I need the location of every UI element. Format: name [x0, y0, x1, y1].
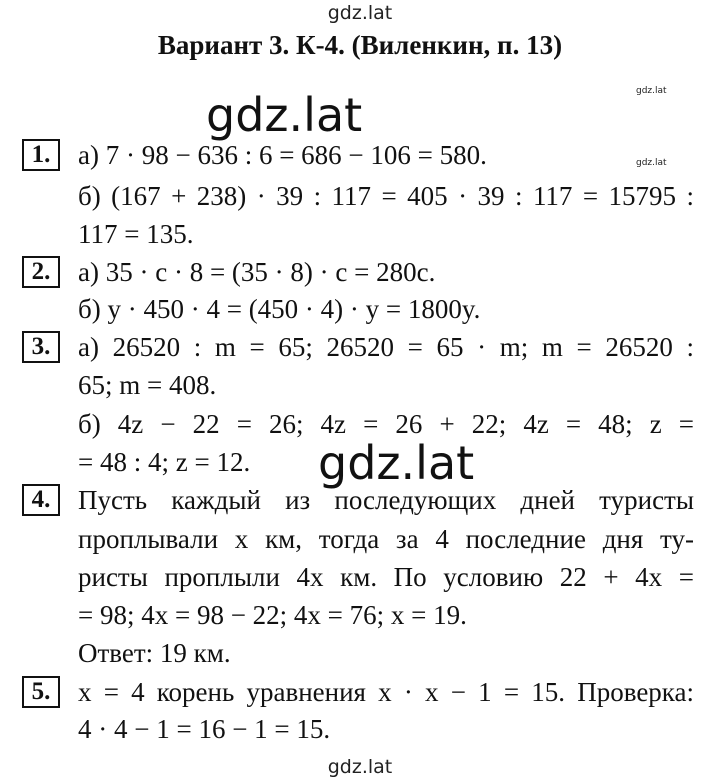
page-title: Вариант 3. К-4. (Виленкин, п. 13)	[157, 30, 563, 60]
watermark-small: gdz.lat	[636, 158, 667, 168]
task-number-2: 2.	[22, 256, 60, 288]
task-4-line: ристы проплыли 4x км. По условию 22 + 4x =	[78, 562, 694, 592]
task-number-4: 4.	[22, 484, 60, 516]
watermark-top: gdz.lat	[327, 2, 393, 24]
watermark-large: gdz.lat	[206, 88, 363, 142]
task-5-line: 4 · 4 − 1 = 16 − 1 = 15.	[78, 714, 331, 744]
watermark-large: gdz.lat	[318, 436, 475, 490]
task-4-answer: Ответ: 19 км.	[78, 638, 231, 668]
task-5-line: x = 4 корень уравнения x · x − 1 = 15. Проверка:	[78, 677, 694, 707]
task-4-line: = 98; 4x = 98 − 22; 4x = 76; x = 19.	[78, 600, 467, 630]
watermark-small: gdz.lat	[636, 86, 667, 96]
task-2-line: б) y · 450 · 4 = (450 · 4) · y = 1800y.	[78, 294, 481, 324]
task-2-line: а) 35 · c · 8 = (35 · 8) · c = 280c.	[78, 257, 436, 287]
task-number-1: 1.	[22, 139, 60, 171]
task-number-5: 5.	[22, 676, 60, 708]
task-number-3: 3.	[22, 331, 60, 363]
task-3-line: а) 26520 : m = 65; 26520 = 65 · m; m = 26520 :	[78, 332, 694, 362]
task-4-line: Пусть каждый из последующих дней туристы	[78, 485, 694, 515]
task-3-line: б) 4z − 22 = 26; 4z = 26 + 22; 4z = 48; z =	[78, 409, 694, 439]
task-4-line: проплывали x км, тогда за 4 последние дня ту-	[78, 524, 694, 554]
task-1-line: 117 = 135.	[78, 219, 194, 249]
task-1-line: б) (167 + 238) · 39 : 117 = 405 · 39 : 117 = 15795 :	[78, 181, 694, 211]
task-3-line: = 48 : 4; z = 12.	[78, 447, 251, 477]
task-1-line: а) 7 · 98 − 636 : 6 = 686 − 106 = 580.	[78, 140, 487, 170]
task-3-line: 65; m = 408.	[78, 370, 217, 400]
watermark-bottom: gdz.lat	[327, 756, 393, 778]
